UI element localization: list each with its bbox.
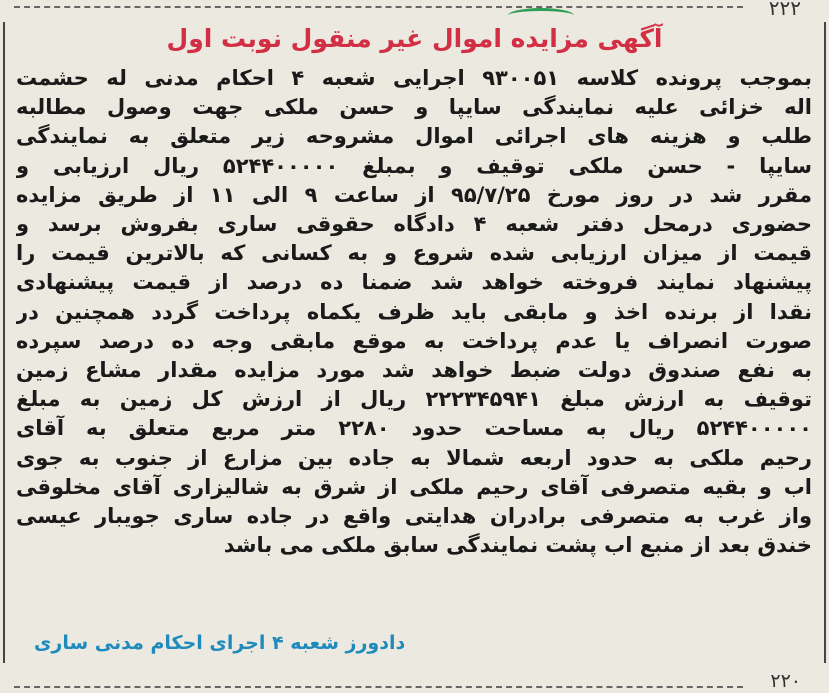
signature-line: دادورز شعبه ۴ اجرای احکام مدنی ساری — [34, 632, 406, 654]
body-line: حضوری درمحل دفتر شعبه ۴ دادگاه حقوقی ساری بفروش برسد و — [16, 212, 812, 237]
body-line: طلب و هزینه های اجرائی اموال مشروحه زیر متعلق به نمایندگی — [16, 124, 812, 149]
top-dashed-rule — [14, 6, 743, 8]
body-line: نقدا از برنده اخذ و مابقی باید ظرف یکماه پرداخت گردد همچنین در — [16, 299, 812, 324]
body-line: پیشنهاد نمایند فروخته خواهد شد ضمنا ده درصد از قیمت پیشنهادی — [16, 270, 812, 295]
notice-body — [16, 64, 812, 560]
notice-title: آگهی مزایده اموال غیر منقول نوبت اول — [166, 24, 663, 53]
top-page-number: ۲۲۲ — [768, 0, 801, 20]
bottom-page-number: ۲۲۰ — [770, 670, 801, 692]
body-line: قیمت از میزان ارزیابی شده شروع و به کسانی که بالاترین قیمت را — [16, 241, 812, 266]
body-line: اب و بقیه متصرفی آقای رحیم ملکی از شرق به شالیزاری آقای مخلوقی — [16, 474, 812, 499]
body-line: رحیم ملکی به حدود اربعه شمالا به جاده بین مزارع از جنوب به جوی — [16, 445, 812, 470]
bottom-dashed-rule — [14, 686, 743, 688]
body-line: خندق بعد از منبع اب پشت نمایندگی سابق ملکی می باشد — [223, 533, 812, 558]
body-line: مقرر شد در روز مورخ ۹۵/۷/۲۵ از ساعت ۹ الی ۱۱ از طریق مزایده — [16, 182, 812, 207]
body-line: بموجب پرونده کلاسه ۹۳۰۰۵۱ اجرایی شعبه ۴ احکام مدنی له حشمت — [16, 66, 812, 90]
body-line: واز غرب به متصرفی برادران هدایتی واقع در جاده ساری جویبار عیسی — [16, 504, 812, 529]
body-line: توقیف به ارزش مبلغ ۲۲۲۳۴۵۹۴۱ ریال از ارزش کل زمین به مبلغ — [16, 387, 812, 412]
green-pen-mark — [508, 8, 574, 23]
body-line: اله خزائی علیه نمایندگی سایپا و حسن ملکی جهت وصول مطالبه — [16, 95, 812, 120]
body-line: سایپا - حسن ملکی توقیف و بمبلغ ۵۲۴۴۰۰۰۰۰ ریال ارزیابی و — [16, 153, 812, 178]
left-border — [3, 22, 5, 663]
body-line: صورت انصراف یا عدم پرداخت به موقع مابقی وجه ده درصد سپرده — [16, 328, 812, 353]
body-line: به نفع صندوق دولت ضبط خواهد شد مورد مزایده مقدار مشاع زمین — [16, 358, 812, 383]
right-border — [824, 22, 826, 663]
body-line: ۵۲۴۴۰۰۰۰۰ ریال به مساحت حدود ۲۲۸۰ متر مربع متعلق به آقای — [16, 416, 812, 441]
